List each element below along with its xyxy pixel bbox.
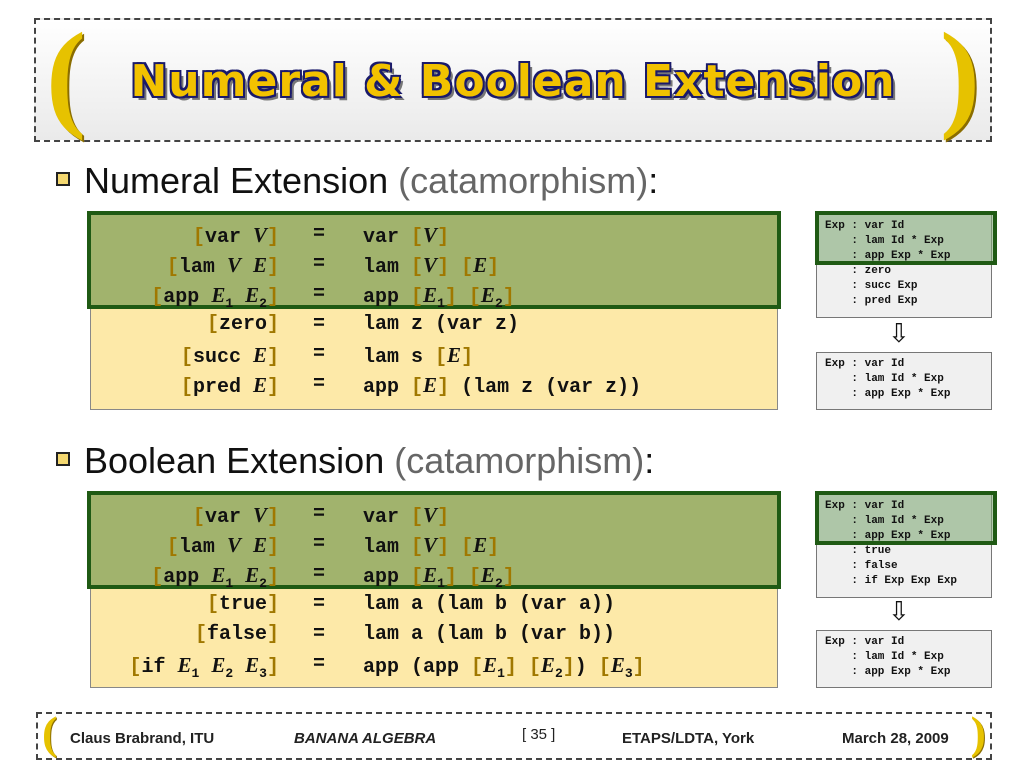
heading-paren-text: (catamorphism)	[398, 160, 649, 201]
heading-colon: :	[644, 440, 655, 481]
code-row-pred: [pred E] = app [E] (lam z (var z))	[180, 373, 642, 399]
code-row-succ: [succ E] = lam s [E]	[180, 343, 474, 369]
code-row-var: [var V] = var [V]	[192, 223, 450, 249]
bullet-icon	[56, 172, 70, 186]
footer-date: March 28, 2009	[842, 730, 949, 747]
banana-left-icon: (	[46, 8, 86, 141]
banana-left-icon: (	[42, 707, 58, 758]
grammar-line: : app Exp * Exp	[825, 250, 951, 262]
code-row-false: [false] = lam a (lam b (var b))	[194, 623, 616, 646]
grammar-line: : app Exp * Exp	[825, 530, 951, 542]
grammar-line: : lam Id * Exp	[825, 651, 944, 663]
grammar-line: : pred Exp	[825, 295, 918, 307]
code-row-var: [var V] = var [V]	[192, 503, 450, 529]
heading-paren-text: (catamorphism)	[394, 440, 645, 481]
grammar-line: : true	[825, 545, 892, 557]
heading-text: Boolean Extension	[84, 440, 395, 481]
footer	[36, 707, 992, 760]
grammar-line: : false	[825, 560, 898, 572]
numeral-code-table	[90, 214, 778, 410]
boolean-heading	[56, 440, 654, 482]
code-row-true: [true] = lam a (lam b (var a))	[206, 593, 616, 616]
boolean-grammar-core	[816, 630, 992, 688]
boolean-code-table	[90, 494, 778, 688]
grammar-line: Exp : var Id	[825, 358, 905, 370]
banana-right-icon: )	[940, 8, 980, 141]
code-row-zero: [zero] = lam z (var z)	[206, 313, 520, 336]
grammar-line: : lam Id * Exp	[825, 373, 944, 385]
grammar-line: : lam Id * Exp	[825, 235, 944, 247]
grammar-line: : if Exp Exp Exp	[825, 575, 958, 587]
grammar-line: Exp : var Id	[825, 220, 905, 232]
heading-colon: :	[648, 160, 659, 201]
bullet-icon	[56, 452, 70, 466]
slide-title: Numeral & Boolean Extension	[130, 56, 896, 107]
footer-talk-title: BANANA ALGEBRA	[294, 730, 437, 747]
code-row-app: [app $E_1$ $E_2$] = app $[E_1]$ $[E_2]$	[151, 283, 515, 311]
banana-right-icon: )	[970, 707, 986, 758]
footer-venue: ETAPS/LDTA, York	[622, 730, 755, 747]
grammar-line: Exp : var Id	[825, 636, 905, 648]
grammar-line: Exp : var Id	[825, 500, 905, 512]
grammar-line: : app Exp * Exp	[825, 666, 951, 678]
code-row-if: [if $E_1$ $E_2$ $E_3$] = app (app $[E_1]$ $[E_2]$) $[E_3]$	[129, 653, 645, 681]
footer-page-number: [ 35 ]	[522, 726, 556, 743]
grammar-line: : succ Exp	[825, 280, 918, 292]
down-arrow-icon: ⇩	[888, 596, 910, 626]
code-row-app: [app $E_1$ $E_2$] = app $[E_1]$ $[E_2]$	[151, 563, 515, 591]
title-box	[34, 8, 992, 142]
numeral-heading	[56, 160, 658, 202]
grammar-line: : lam Id * Exp	[825, 515, 944, 527]
numeral-grammar-extended	[816, 214, 992, 318]
boolean-grammar-extended	[816, 494, 992, 598]
down-arrow-icon: ⇩	[888, 318, 910, 348]
grammar-line: : zero	[825, 265, 892, 277]
code-row-lam: [lam V E] = lam [V] [E]	[166, 253, 500, 279]
grammar-line: : app Exp * Exp	[825, 388, 951, 400]
code-row-lam: [lam V E] = lam [V] [E]	[166, 533, 500, 559]
heading-text: Numeral Extension	[84, 160, 399, 201]
footer-author: Claus Brabrand, ITU	[70, 730, 215, 747]
numeral-grammar-core	[816, 352, 992, 410]
